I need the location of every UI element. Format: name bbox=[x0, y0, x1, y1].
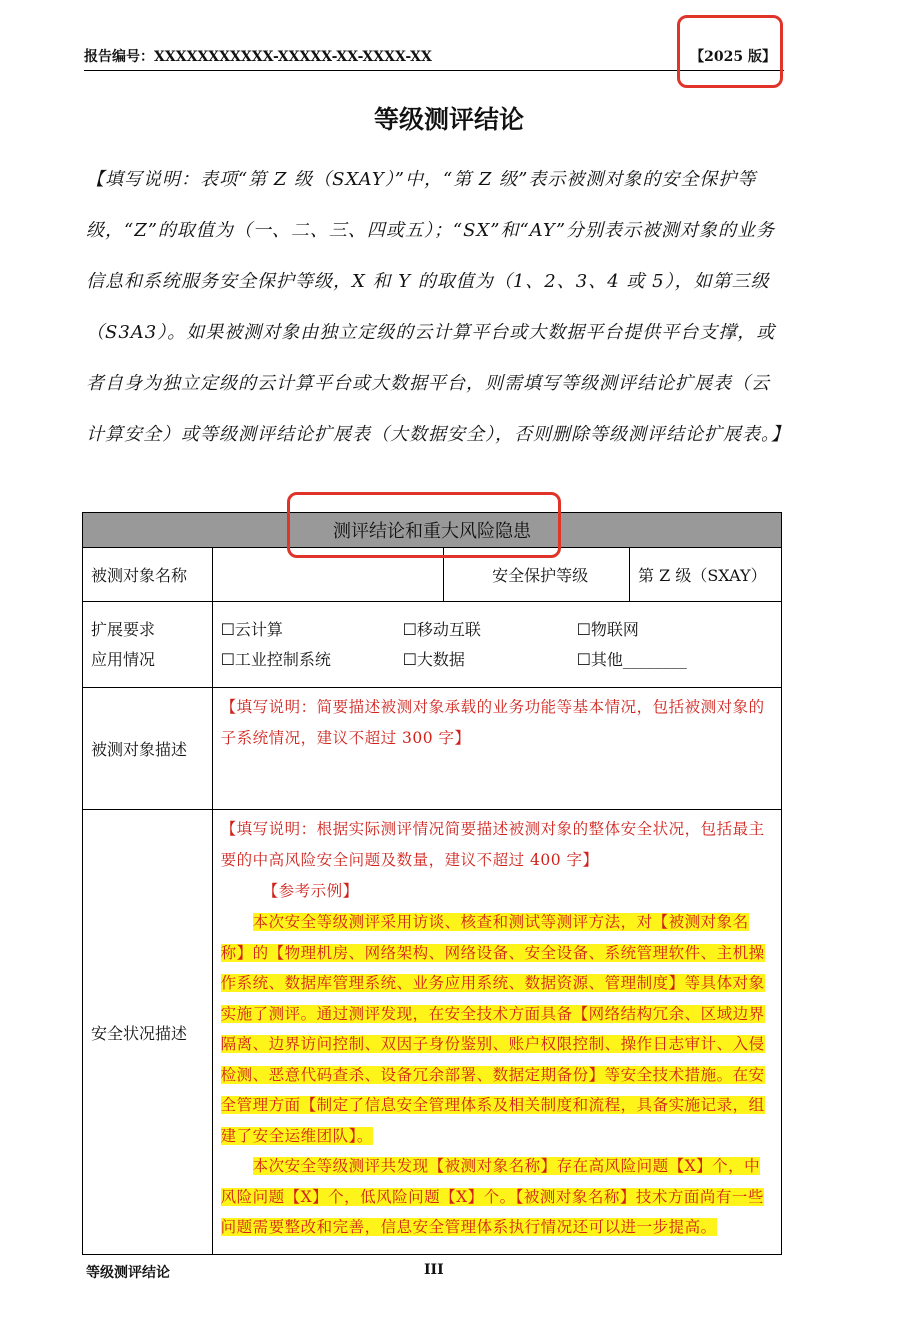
checkbox-cloud[interactable]: ☐云计算 bbox=[220, 619, 283, 639]
checkbox-other[interactable]: ☐其他________ bbox=[576, 649, 687, 669]
checkbox-ics[interactable]: ☐工业控制系统 bbox=[220, 649, 331, 669]
security-status-cell[interactable] bbox=[212, 810, 781, 1255]
extension-label bbox=[83, 602, 213, 688]
version-label: 【2025 版】 bbox=[690, 49, 776, 65]
object-description-label: 被测对象描述 bbox=[83, 688, 213, 810]
table-header-highlight-box bbox=[287, 492, 561, 558]
version-highlight-box bbox=[677, 15, 783, 88]
object-description-cell[interactable] bbox=[212, 688, 781, 810]
protection-level-label: 安全保护等级 bbox=[444, 548, 630, 602]
checkbox-iot[interactable]: ☐物联网 bbox=[576, 619, 639, 639]
security-status-label: 安全状况描述 bbox=[83, 810, 213, 1255]
table-header: 测评结论和重大风险隐患 bbox=[83, 513, 782, 548]
object-description-note: 【填写说明：简要描述被测对象承载的业务功能等基本情况，包括被测对象的子系统情况，建议不超过 300 字】 bbox=[220, 698, 765, 747]
page-number: III bbox=[424, 1262, 444, 1278]
protection-level-value[interactable]: 第 Z 级（SXAY） bbox=[630, 548, 782, 602]
example-paragraph-1: 本次安全等级测评采用访谈、核查和测试等测评方法，对【被测对象名称】的【物理机房、网络架构、网络设备、安全设备、系统管理软件、主机操作系统、数据库管理系统、业务应用系统、数据资源、管理制度】等具体对象实施了测评。通过测评发现，在安全技术方面具备【网络结构冗余、区域边界隔离、边界访问控制、双因子身份鉴别、账户权限控制、操作日志审计、入侵检测、恶意代码查杀、设备冗余部署、数据定期备份】等安全技术措施。在安全管理方面【制定了信息安全管理体系及相关制度和流程，具备实施记录，组建了安全运维团队】。 bbox=[220, 913, 765, 1145]
example-paragraph-2: 本次安全等级测评共发现【被测对象名称】存在高风险问题【X】个，中风险问题【X】个，低风险问题【X】个。【被测对象名称】技术方面尚有一些问题需要整改和完善，信息安全管理体系执行情况还可以进一步提高。 bbox=[220, 1157, 764, 1236]
report-number: 报告编号：XXXXXXXXXXX-XXXXX-XX-XXXX-XX bbox=[84, 49, 432, 65]
fill-instruction: 【填写说明：表项“第 Z 级（SXAY）”中，“第 Z 级”表示被测对象的安全保护等级，“Z”的取值为（一、二、三、四或五）；“SX”和“AY”分别表示被测对象的业务信息和系统服务安全保护等级，X 和 Y 的取值为（1、2、3、4 或 5），如第三级（S3A3）。如果被测对象由独立定级的云计算平台或大数据平台提供平台支撑，或者自身为独立定级的云计算平台或大数据平台，则需填写等级测评结论扩展表（云计算安全）或等级测评结论扩展表（大数据安全），否则删除等级测评结论扩展表。】 bbox=[86, 169, 790, 445]
footer-title: 等级测评结论 bbox=[86, 1265, 170, 1281]
security-status-note: 【填写说明：根据实际测评情况简要描述被测对象的整体安全状况，包括最主要的中高风险安全问题及数量，建议不超过 400 字】 bbox=[220, 820, 765, 869]
conclusion-table bbox=[82, 512, 782, 1255]
reference-example-tag: 【参考示例】 bbox=[262, 882, 359, 900]
checkbox-mobile[interactable]: ☐移动互联 bbox=[402, 619, 481, 639]
extension-options bbox=[212, 602, 781, 688]
object-name-label: 被测对象名称 bbox=[83, 548, 213, 602]
extension-label-line1: 扩展要求 bbox=[91, 619, 156, 639]
page-title: 等级测评结论 bbox=[373, 105, 524, 134]
extension-label-line2: 应用情况 bbox=[91, 649, 156, 669]
report-header bbox=[84, 46, 780, 68]
checkbox-bigdata[interactable]: ☐大数据 bbox=[402, 649, 465, 669]
